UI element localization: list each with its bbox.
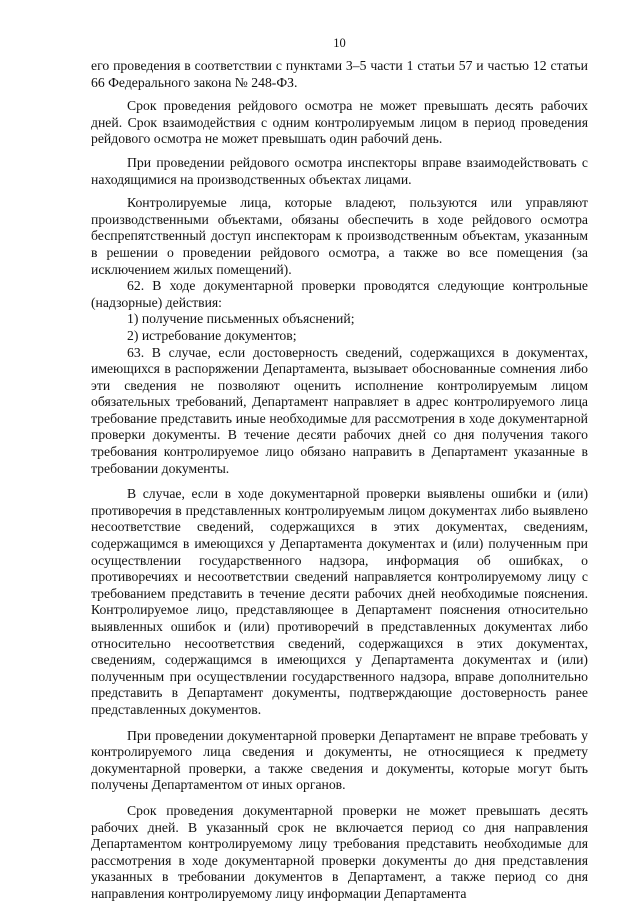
paragraph-access-obligation: Контролируемые лица, которые владеют, пользуются или управляют производственными объектами, обязаны обеспечить в ходе рейдового осмотра беспрепятственный доступ инспекторам к производственным объектам, указанным в решении о проведении рейдового осмотра, а также во все помещения (за исключением жилых помещений).	[91, 195, 588, 277]
paragraph-continuation: его проведения в соответствии с пунктами 3–5 части 1 статьи 57 и частью 12 статьи 66 Федерального закона № 248-ФЗ.	[91, 58, 588, 90]
list-item-1: 1) получение письменных объяснений;	[127, 311, 355, 327]
paragraph-item-62: 62. В ходе документарной проверки проводятся следующие контрольные (надзорные) действия:	[91, 278, 588, 310]
page-number: 10	[333, 36, 346, 50]
document-body	[91, 58, 588, 903]
paragraph-item-63: 63. В случае, если достоверность сведений, содержащихся в документах, имеющихся в распоряжении Департамента, вызывает обоснованные сомнения либо эти сведения не позволяют оценить исполнение контролируемым лицом обязательных требований, Департамент направляет в адрес контролируемого лица требование представить иные необходимые для рассмотрения в ходе документарной проверки документы. В течение десяти рабочих дней со дня получения такого требования контролируемое лицо обязано направить в Департамент указанные в требовании документы.	[91, 344, 588, 476]
paragraph-inspection-duration: Срок проведения документарной проверки не может превышать десять рабочих дней. В указанный срок не включается период со дня направления Департаментом контролируемому лицу требования представить необходимые для рассмотрения в ходе документарной проверки документы до дня представления указанных в требовании документов в Департамент, а также период со дня направления контролируемому лицу информации Департамента	[91, 802, 588, 901]
paragraph-raid-duration: Срок проведения рейдового осмотра не может превышать десять рабочих дней. Срок взаимодействия с одним контролируемым лицом в период проведения рейдового осмотра не может превышать один рабочий день.	[91, 98, 588, 147]
paragraph-request-limits: При проведении документарной проверки Департамент не вправе требовать у контролируемого лица сведения и документы, не относящиеся к предмету документарной проверки, а также сведения и документы, которые могут быть получены Департаментом от иных органов.	[91, 727, 588, 793]
paragraph-inspector-interaction: При проведении рейдового осмотра инспекторы вправе взаимодействовать с находящимися на производственных объектах лицами.	[91, 154, 588, 187]
list-item-2: 2) истребование документов;	[127, 327, 297, 343]
paragraph-errors-contradictions: В случае, если в ходе документарной проверки выявлены ошибки и (или) противоречия в представленных контролируемым лицом документах либо выявлено несоответствие сведений, содержащихся в этих документах, сведениям, содержащимся в имеющихся у Департамента документах и (или) полученным при осуществлении государственного надзора, информация об ошибках, о противоречиях и несоответствии сведений направляется контролируемому лицу с требованием представить в течение десяти рабочих дней необходимые пояснения. Контролируемое лицо, представляющее в Департамент пояснения относительно выявленных ошибок и (или) противоречий в представленных документах либо относительно несоответствия сведений, содержащихся в этих документах, сведениям, содержащимся в имеющихся у Департамента документах и (или) полученным при осуществлении государственного надзора, вправе дополнительно представить в Департамент документы, подтверждающие достоверность ранее представленных документов.	[91, 486, 588, 717]
